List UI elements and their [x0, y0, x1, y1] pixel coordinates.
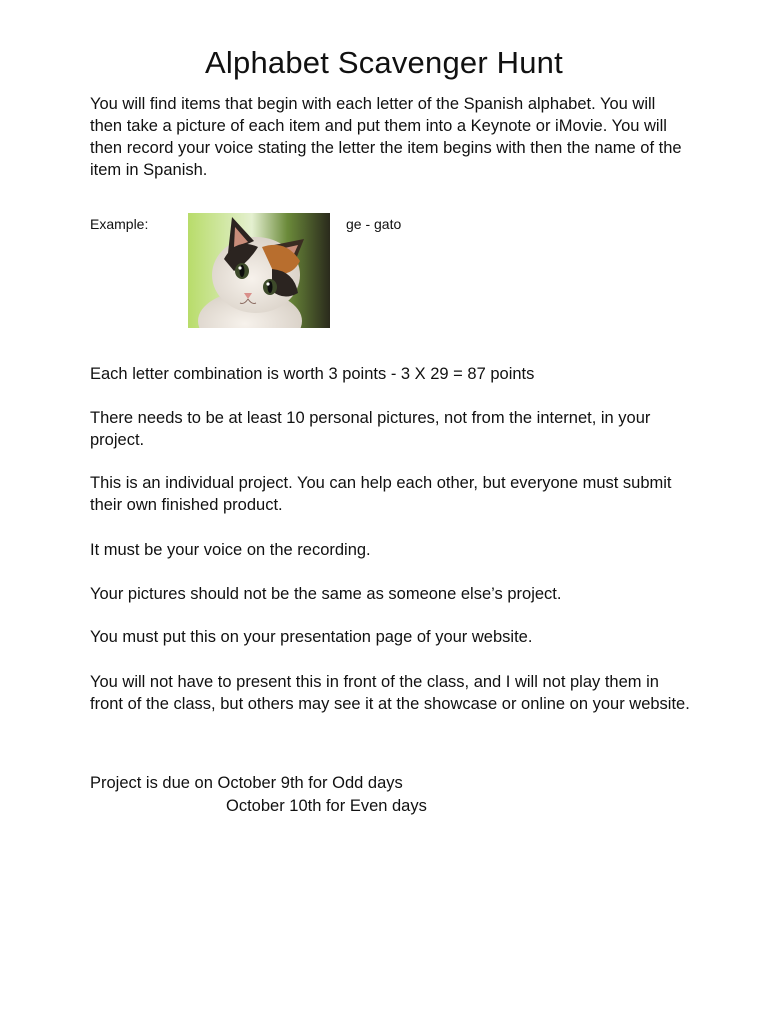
example-label: Example:: [90, 216, 149, 232]
presentation-paragraph: You will not have to present this in front of the class, and I will not play them in front of the class, but others may see it at the showcase or online on your website.: [90, 673, 690, 713]
website-paragraph: You must put this on your presentation page of your website.: [90, 628, 533, 646]
individual-project-paragraph: This is an individual project. You can help each other, but everyone must submit their own finished product.: [90, 474, 672, 514]
pictures-requirement-paragraph: There needs to be at least 10 personal pictures, not from the internet, in your project.: [90, 409, 651, 449]
kitten-photo: [188, 213, 330, 328]
voice-paragraph: It must be your voice on the recording.: [90, 541, 371, 559]
points-paragraph: Each letter combination is worth 3 points - 3 X 29 = 87 points: [90, 365, 535, 383]
due-date-even: October 10th for Even days: [226, 797, 427, 815]
unique-pictures-paragraph: Your pictures should not be the same as someone else’s project.: [90, 585, 562, 603]
example-caption: ge - gato: [346, 216, 402, 232]
due-date-odd: Project is due on October 9th for Odd days: [90, 774, 403, 792]
intro-paragraph: You will find items that begin with each letter of the Spanish alphabet. You will then take a picture of each item and put them into a Keynote or iMovie. You will then record your voice stating the letter the item begins with then the name of the item in Spanish.: [90, 95, 682, 179]
page-title: Alphabet Scavenger Hunt: [205, 45, 563, 80]
due-date-block: [90, 772, 690, 818]
